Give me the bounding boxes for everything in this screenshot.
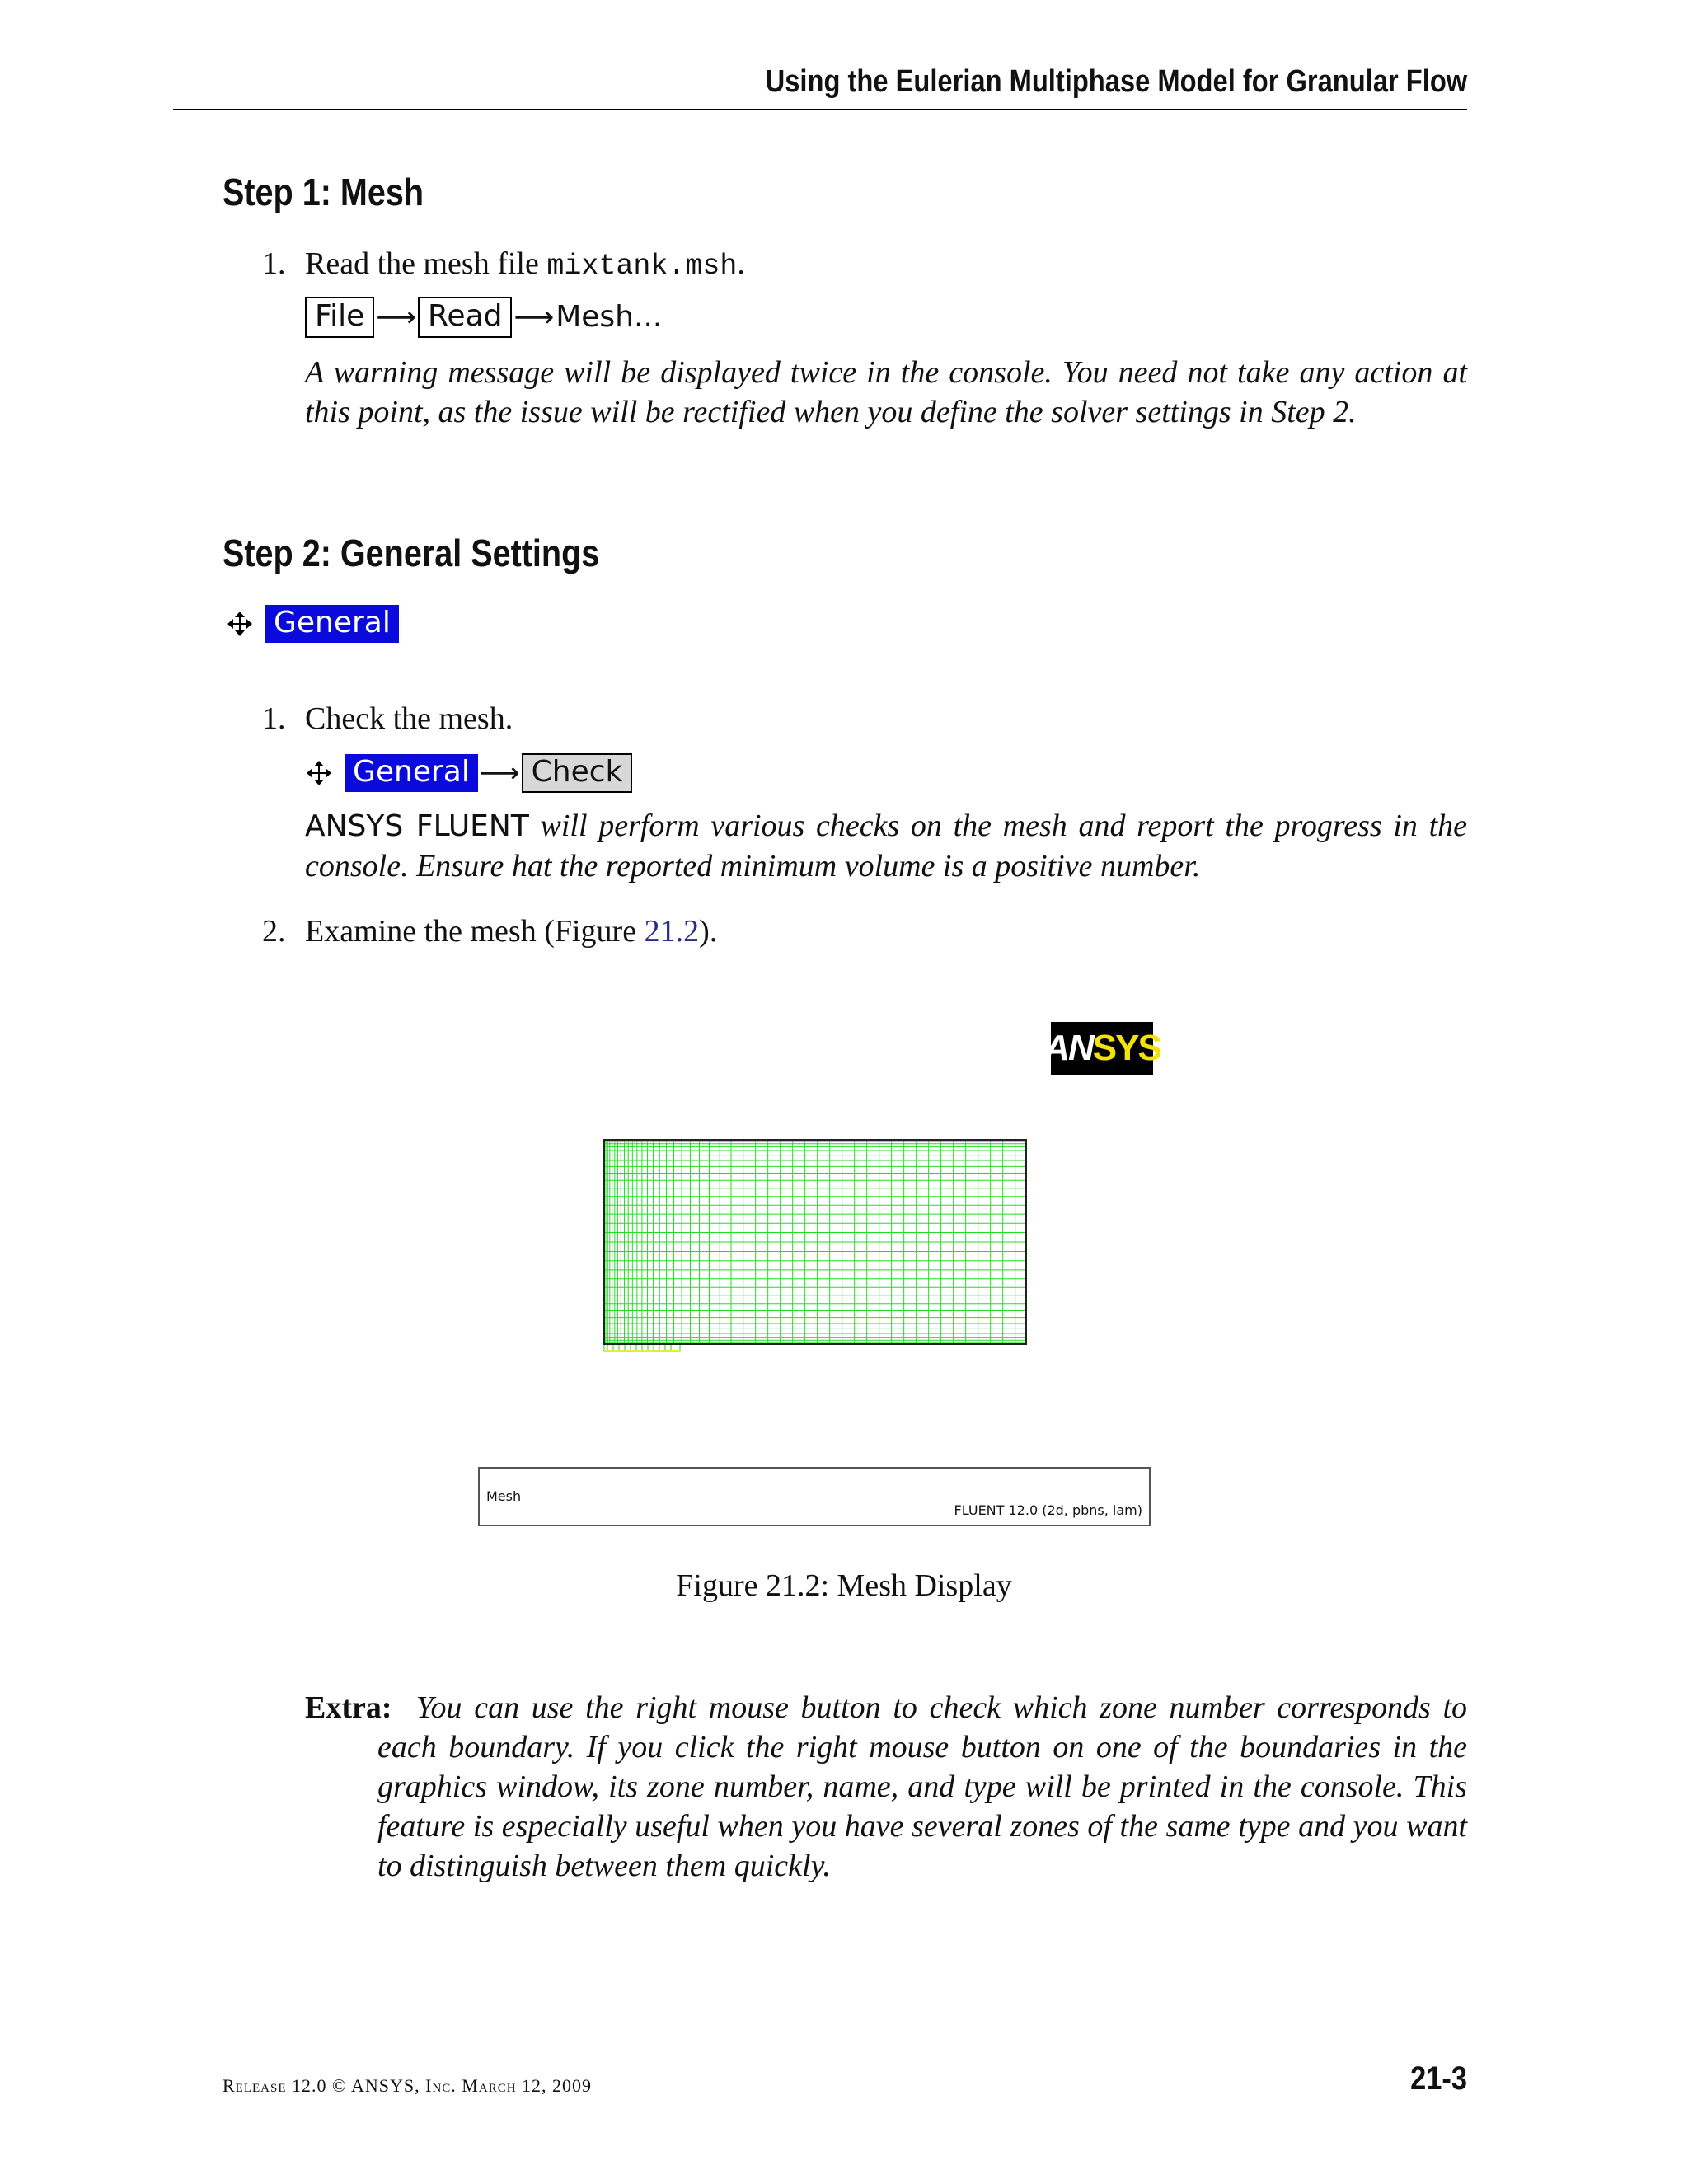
step2-item2-text-before: Examine the mesh (Figure <box>305 914 645 949</box>
step2-item2-number: 2. <box>262 914 286 949</box>
running-header <box>173 58 1467 110</box>
ansys-logo <box>1043 1022 1160 1075</box>
product-name: ANSYS FLUENT <box>305 809 529 843</box>
arrow-right-icon: ⟶ <box>479 757 520 790</box>
menu-file[interactable]: File <box>305 297 374 338</box>
page-number: 21-3 <box>1410 2060 1467 2097</box>
extra-text: You can use the right mouse button to check which zone number corresponds to each boundary. If you click the right mouse button on one of the boundaries in the graphics window, its zone number, name, and type will be printed in the console. This feature is especially useful when you have several zones of the same type and you want to distinguish between them quickly. <box>377 1690 1468 1883</box>
figure-caption: Figure 21.2: Mesh Display <box>676 1568 1012 1603</box>
step1-heading: Step 1: Mesh <box>223 171 424 213</box>
mesh-filename: mixtank.msh <box>546 250 738 283</box>
mesh-grid <box>604 1140 1026 1351</box>
extra-label: Extra: <box>305 1690 392 1725</box>
menu-mesh[interactable]: Mesh... <box>556 300 663 334</box>
arrow-right-icon: ⟶ <box>513 301 555 334</box>
extra-note <box>305 1688 1467 1886</box>
nav-general-link[interactable]: General <box>345 754 478 792</box>
arrow-right-icon: ⟶ <box>376 301 416 334</box>
navigation-pane-icon <box>226 610 254 638</box>
step2-item2-text-after: ). <box>699 914 718 949</box>
menu-path-file-read-mesh <box>305 297 662 338</box>
check-note-text: will perform various checks on the mesh and report the progress in the console. Ensure hat the reported minimum volume is a positive number. <box>305 808 1467 883</box>
figure-legend <box>478 1467 1151 1526</box>
step1-item1-text-after: . <box>737 246 745 281</box>
ansys-logo-sys: SYS <box>1092 1028 1160 1068</box>
step1-item1-number: 1. <box>262 246 286 281</box>
nav-path-general-check <box>305 753 632 793</box>
ansys-logo-an: AN <box>1043 1028 1093 1068</box>
figure-ref-link[interactable]: 21.2 <box>644 914 700 949</box>
navigation-pane-icon <box>305 759 333 787</box>
legend-title: Mesh <box>486 1488 522 1504</box>
step2-item1-text: Check the mesh. <box>305 701 513 736</box>
step2-item2-text <box>305 912 717 951</box>
nav-general <box>226 605 399 643</box>
check-button[interactable]: Check <box>522 753 633 793</box>
legend-version: FLUENT 12.0 (2d, pbns, lam) <box>954 1502 1142 1518</box>
step1-item1-text-before: Read the mesh file <box>305 246 547 281</box>
footer-release: Release 12.0 © ANSYS, Inc. March 12, 2009 <box>223 2075 593 2096</box>
step1-warning-note: A warning message will be displayed twice in the console. You need not take any action at this point, as the issue will be rectified when you define the solver settings in Step 2. <box>305 355 1467 429</box>
step2-item1-number: 1. <box>262 701 286 736</box>
running-header-title: Using the Eulerian Multiphase Model for Granular Flow <box>765 64 1467 99</box>
nav-general-link[interactable]: General <box>265 605 399 643</box>
step2-check-note <box>305 806 1467 886</box>
step2-heading: Step 2: General Settings <box>223 532 600 574</box>
step1-item1-text <box>305 244 745 286</box>
menu-read[interactable]: Read <box>418 297 512 338</box>
mesh-display <box>603 1139 1029 1355</box>
